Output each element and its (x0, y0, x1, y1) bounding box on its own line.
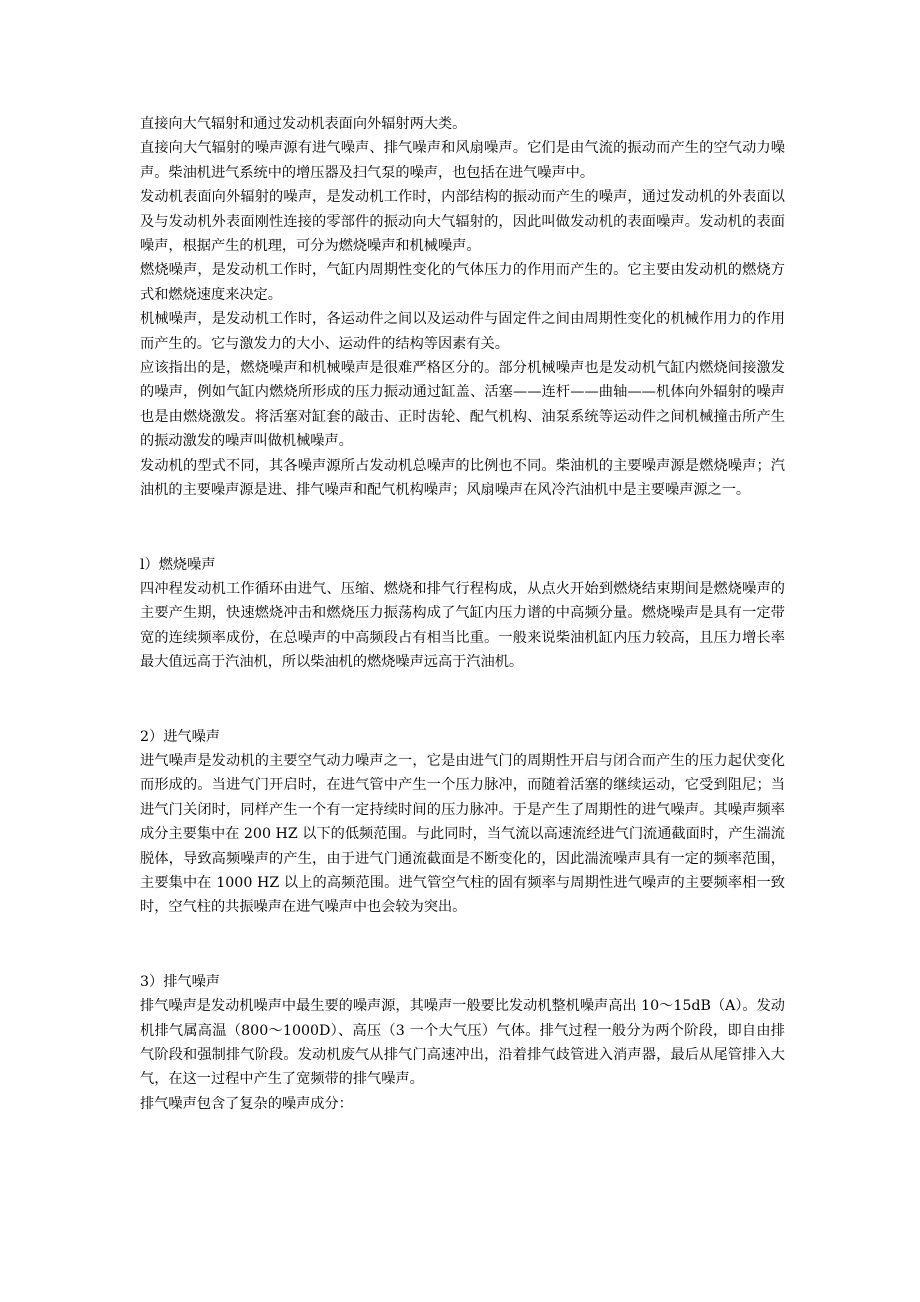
section-spacer (140, 675, 785, 725)
section-2-paragraph-1: 进气噪声是发动机的主要空气动力噪声之一，它是由进气门的周期性开启与闭合而产生的压力起伏变化而形成的。当进气门开启时，在进气管中产生一个压力脉冲，而随着活塞的继续运动，它受到阻尼；当进气门关闭时，同样产生一个有一定持续时间的压力脉冲。于是产生了周期性的进气噪声。其噪声频率成分主要集中在 200 HZ 以下的低频范围。与此同时，当气流以高速流经进气门流通截面时，产生湍流脱体，导致高频噪声的产生，由于进气门通流截面是不断变化的，因此湍流噪声具有一定的频率范围，主要集中在 1000 HZ 以上的高频范围。进气管空气柱的固有频率与周期性进气噪声的主要频率相一致时，空气柱的共振噪声在进气噪声中也会较为突出。 (140, 752, 785, 916)
intro-paragraph-6: 应该指出的是，燃烧噪声和机械噪声是很难严格区分的。部分机械噪声也是发动机气缸内燃烧间接激发的噪声，例如气缸内燃烧所形成的压力振动通过缸盖、活塞——连杆——曲轴——机体向外辐射的噪声也是由燃烧激发。将活塞对缸套的敲击、正时齿轮、配气机构、油泵系统等运动件之间机械撞击所产生的振动激发的噪声叫做机械噪声。 (140, 360, 785, 450)
section-3-paragraph-2: 排气噪声包含了复杂的噪声成分： (140, 1095, 353, 1112)
section-2-heading: 2）进气噪声 (140, 728, 220, 745)
section-1-heading: l）燃烧噪声 (140, 556, 216, 573)
document-page (140, 112, 785, 1116)
intro-paragraph-3: 发动机表面向外辐射的噪声，是发动机工作时，内部结构的振动而产生的噪声，通过发动机的外表面以及与发动机外表面刚性连接的零部件的振动向大气辐射的，因此叫做发动机的表面噪声。发动机的表面噪声，根据产生的机理，可分为燃烧噪声和机械噪声。 (140, 189, 785, 255)
intro-paragraph-1: 直接向大气辐射和通过发动机表面向外辐射两大类。 (140, 116, 467, 132)
intro-paragraph-5: 机械噪声，是发动机工作时，各运动件之间以及运动件与固定件之间由周期性变化的机械作用力的作用而产生的。它与激发力的大小、运动件的结构等因素有关。 (140, 311, 785, 352)
section-3-heading: 3）排气噪声 (140, 973, 220, 990)
section-3-paragraph-1: 排气噪声是发动机噪声中最生要的噪声源，其噪声一般要比发动机整机噪声高出 10～15dB（A）。发动机排气属高温（800～1000D）、高压（3 一个大气压）气体。排气过程一般分为两个阶段，即自由排气阶段和强制排气阶段。发动机废气从排气门高速冲出，沿着排气歧管进入消声器，最后从尾管排入大气，在这一过程中产生了宽频带的排气噪声。 (140, 998, 785, 1088)
intro-paragraph-7: 发动机的型式不同，其各噪声源所占发动机总噪声的比例也不同。柴油机的主要噪声源是燃烧噪声；汽油机的主要噪声源是进、排气噪声和配气机构噪声；风扇噪声在风冷汽油机中是主要噪声源之一。 (140, 457, 785, 499)
section-1-paragraph-1: 四冲程发动机工作循环由进气、压缩、燃烧和排气行程构成，从点火开始到燃烧结束期间是燃烧噪声的主要产生期，快速燃烧冲击和燃烧压力振荡构成了气缸内压力谱的中高频分量。燃烧噪声是具有一定带宽的连续频率成份，在总噪声的中高频段占有相当比重。一般来说柴油机缸内压力较高，且压力增长率最大值远高于汽油机，所以柴油机的燃烧噪声远高于汽油机。 (140, 580, 785, 671)
intro-paragraph-4: 燃烧噪声，是发动机工作时，气缸内周期性变化的气体压力的作用而产生的。它主要由发动机的燃烧方式和燃烧速度来决定。 (140, 262, 785, 303)
intro-paragraph-2: 直接向大气辐射的噪声源有进气噪声、排气噪声和风扇噪声。它们是由气流的振动而产生的空气动力噪声。柴油机进气系统中的增压器及扫气泵的噪声，也包括在进气噪声中。 (140, 140, 785, 181)
section-spacer (140, 920, 785, 970)
section-spacer (140, 503, 785, 553)
